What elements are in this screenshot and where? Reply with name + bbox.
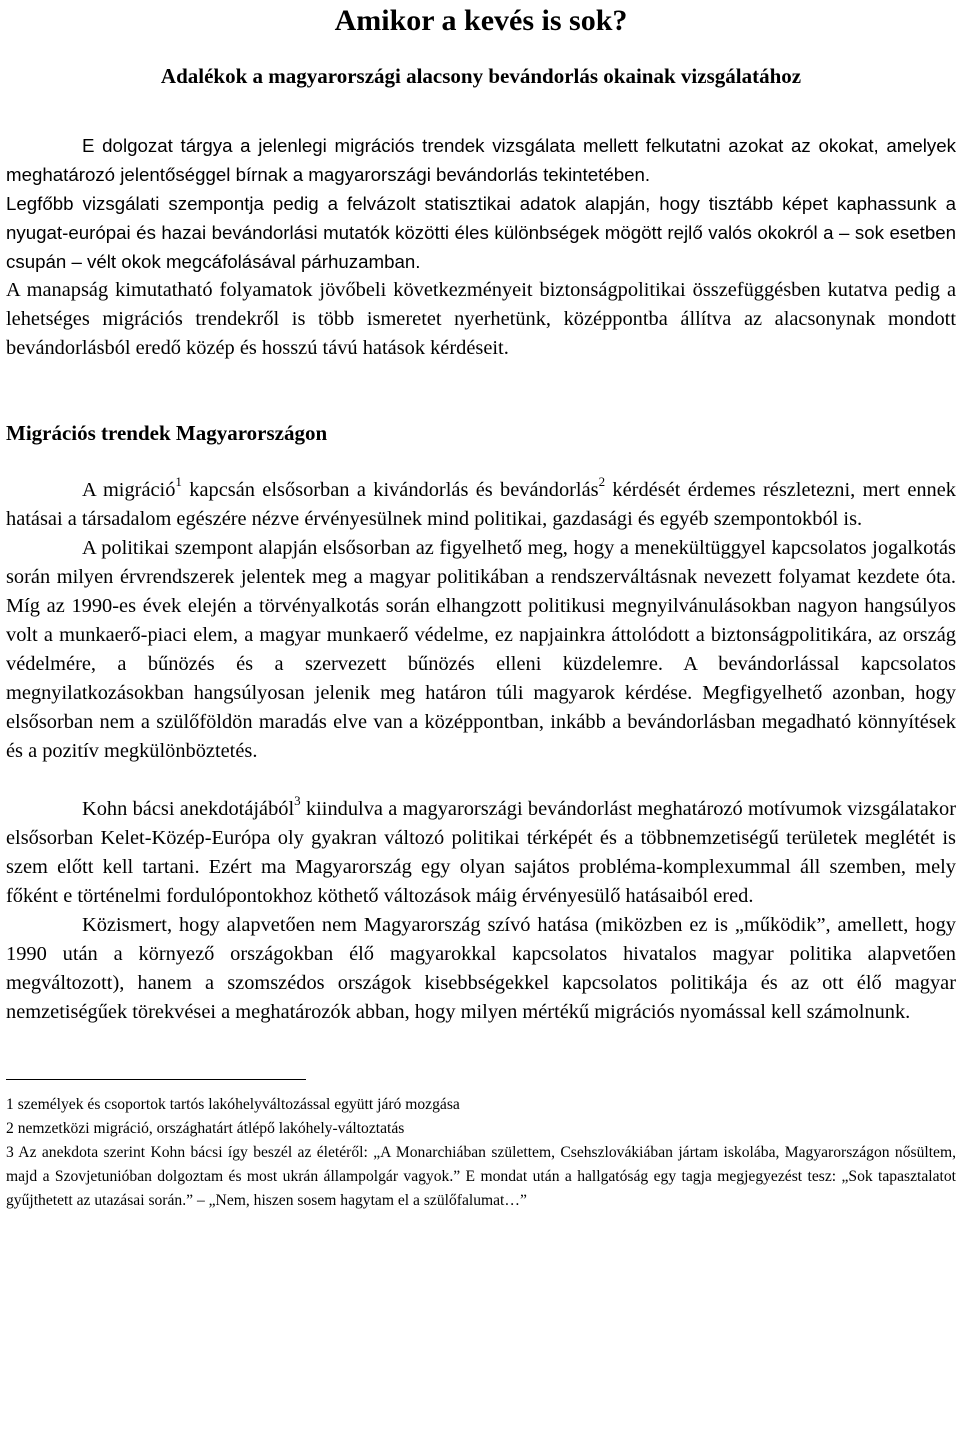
page-subtitle: Adalékok a magyarországi alacsony bevándorlás okainak vizsgálatához xyxy=(160,64,802,88)
p3-text-a: Kohn bácsi anekdotájából xyxy=(82,798,295,820)
footnote-ref-1: 1 xyxy=(175,474,182,490)
intro-paragraph-2: A manapság kimutatható folyamatok jövőbeli következményeit biztonságpolitikai összefüggésben kutatva pedig a lehetséges migrációs trendekről is több ismeretet nyerhetünk, középpontba állítva az alacsonynak mondott bevándorlásból eredő közép és hosszú távú hatások kérdéseit. xyxy=(6,279,956,359)
footnote-separator xyxy=(6,1079,306,1080)
page-title: Amikor a kevés is sok? xyxy=(334,4,628,37)
section-paragraph-4: Közismert, hogy alapvetően nem Magyarország szívó hatása (miközben ez is „működik”, amellett, hogy 1990 után a környező országokban élő magyarokkal kapcsolatos hivatalos magyar politika alapvetően megváltozott), hanem a szomszédos országok kisebbségekkel kapcsolatos politikája és az ott élő magyar nemzetiségűek törekvései a meghatározók abban, hogy milyen mértékű migrációs nyomással kell számolnunk. xyxy=(6,914,956,1023)
footnotes xyxy=(6,1093,956,1213)
migration-section xyxy=(6,476,956,1027)
section-paragraph-3 xyxy=(6,795,956,911)
footnote-2: 2 nemzetközi migráció, országhatárt átlépő lakóhely-változtatás xyxy=(6,1120,405,1137)
section-heading: Migrációs trendek Magyarországon xyxy=(6,421,328,445)
footnote-1: 1 személyek és csoportok tartós lakóhelyváltozással együtt járó mozgása xyxy=(6,1096,460,1113)
p1-text-b: kapcsán elsősorban a kivándorlás és bevándorlás xyxy=(181,479,599,501)
section-paragraph-1 xyxy=(6,476,956,534)
footnote-3: 3 Az anekdota szerint Kohn bácsi így beszél az életéről: „A Monarchiában születtem, Csehszlovákiában jártam iskolába, Magyarországon nősültem, majd a Szovjetunióban dolgoztam és most ukrán állampolgár vagyok.” E mondat után a hallgatóság egy tagja megjegyezést tesz: „Sok tapasztalatot gyűjthetett az utazásai során.” – „Nem, hiszen sosem hagytam el a szülőfalumat…” xyxy=(6,1144,956,1209)
footnote-ref-3: 3 xyxy=(294,793,301,809)
section-paragraph-2: A politikai szempont alapján elsősorban az figyelhető meg, hogy a menekültüggyel kapcsolatos jogalkotás során milyen érvrendszerek jelentek meg a magyar politikában a rendszerváltásnak nevezett folyamat kezdete óta. Míg az 1990-es évek elején a törvényalkotás során elhangzott politikusi megnyilvánulásokban nagyon hangsúlyos volt a munkaerő-piaci elem, a magyar munkaerő védelme, ez napjainkra áttolódott a biztonságpolitikára, az ország védelmére, a bűnözés és a szervezett bűnözés elleni küzdelemre. A bevándorlással kapcsolatos megnyilatkozásokban hangsúlyosan jelenik meg határon túli magyarok kérdése. Megfigyelhető azonban, hogy elsősorban nem a szülőföldön maradás elve van a középpontban, inkább a bevándorlásban megadható könnyítések és a pozitív megkülönböztetés. xyxy=(6,537,956,762)
p1-text-a: A migráció xyxy=(82,479,176,501)
p1-text-c: kérdését érdemes részletezni, mert ennek hatásai a társadalom egészére nézve érvényesülnek mind politikai, gazdasági és egyéb szempontokból is. xyxy=(6,479,956,530)
intro-paragraph-1b: Legfőbb vizsgálati szempontja pedig a felvázolt statisztikai adatok alapján, hogy tisztább képet kaphassunk a nyugat-európai és hazai bevándorlási mutatók közötti éles különbségek mögött rejlő valós okokról a – sok esetben csupán – vélt okok megcáfolásával párhuzamban. xyxy=(6,193,956,272)
document-page xyxy=(6,0,956,1213)
intro-section xyxy=(6,131,956,363)
p3-text-b: kiindulva a magyarországi bevándorlást meghatározó motívumok vizsgálatakor elsősorban Kelet-Közép-Európa oly gyakran változó politikai térképét és a többnemzetiségű területek meglétét is szem előtt kell tartani. Ezért ma Magyarország egy olyan sajátos probléma-komplexummal áll szemben, mely főként e történelmi fordulópontokhoz köthető változások máig érvényesülő hatásaiból ered. xyxy=(6,798,956,907)
footnote-ref-2: 2 xyxy=(598,474,606,490)
intro-paragraph-1a: E dolgozat tárgya a jelenlegi migrációs trendek vizsgálata mellett felkutatni azokat az okokat, amelyek meghatározó jelentőséggel bírnak a magyarországi bevándorlás tekintetében. xyxy=(6,135,956,185)
